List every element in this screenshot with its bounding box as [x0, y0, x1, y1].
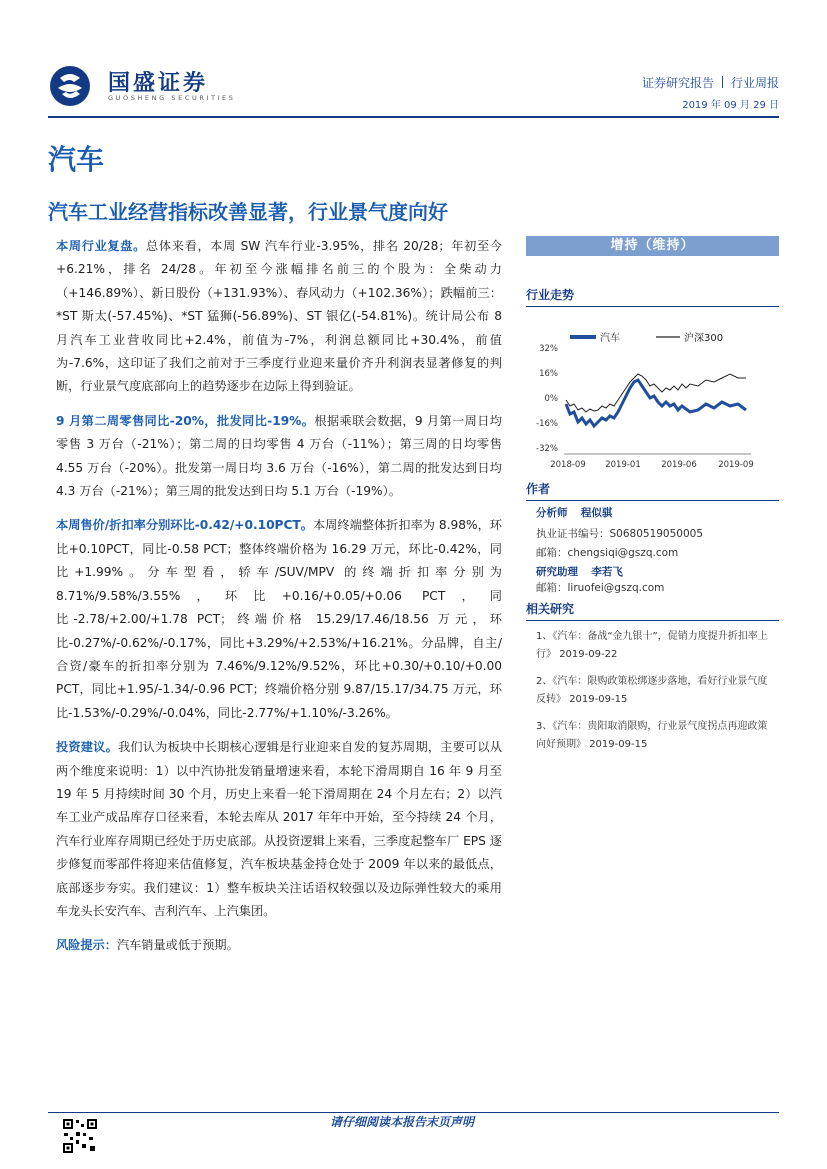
main-body: [56, 235, 502, 969]
email-label: 邮箱：: [536, 582, 568, 594]
paragraph-lead: 9 月第二周零售同比-20%，批发同比-19%。: [56, 413, 315, 428]
report-category: [642, 74, 779, 91]
assistant-email-line: [536, 580, 664, 595]
report-date: 2019 年 09 月 29 日: [682, 100, 779, 111]
paragraph-text: 汽车销量或低于预期。: [116, 938, 239, 953]
assistant-role: 研究助理: [536, 566, 578, 578]
series-line-auto: [566, 380, 746, 426]
paragraph-text: 根据乘联会数据，9 月第一周日均零售 3 万台（-21%）；第二周的日均零售 4 万台（-11%）；第三周的日均零售 4.55 万台（-20%）。批发第一周日均 3.6 万台（-16%），第二周的批发达到日均 4.3 万台（-21%）；第三周的批发达到日均 5.1 万台（-19%）。: [56, 413, 502, 499]
related-research-list: [536, 628, 776, 763]
disclaimer-notice: 请仔细阅读本报告末页声明: [330, 1115, 475, 1129]
paragraph-text: 总体来看，本周 SW 汽车行业-3.95%，排名 20/28；年初至今+6.21%，排名 24/28。年初至今涨幅排名前三的个股为：全柴动力（+146.89%）、新日股份（+131.93%）、春风动力（+102.36%）；跌幅前三：*ST 斯太(-57.45%)、*ST 猛狮(-56.89%)、ST 银亿(-54.81%)。统计局公布 8 月汽车工业营收同比+2.4%，前值为-7%，利润总额同比+30.4%，前值为-7.6%，这印证了我们之前对于三季度行业迎来量价齐升利润表显著修复的判断，行业景气度底部向上的趋势逐步在边际上得到验证。: [56, 239, 502, 394]
x-tick-label: 2019-06: [661, 460, 697, 470]
paragraph-text: 本周终端整体折扣率为 8.98%，环比+0.10PCT，同比-0.58 PCT；整体终端价格为 16.29 万元，环比-0.42%，同比+1.99%。分车型看，轿车/SUV/MPV 的终端折扣率分别为 8.71%/9.58%/3.55%，环比+0.16/+0.05/+0.06 PCT，同比-2.78/+2.00/+1.78 PCT；终端价格 15.29/17.46/18.56 万元，环比-0.27%/-0.62%/-0.17%，同比+3.29%/+2.53%/+16.21%。分品牌，自主/合资/豪车的折扣率分别为 7.46%/9.12%/9.52%，环比+0.30/+0.10/+0.00 PCT，同比+1.95/-1.34/-0.96 PCT；终端价格分别 9.87/15.17/34.75 万元，环比-1.53%/-0.29%/-0.04%，同比-2.77%/+1.10%/-3.26%。: [56, 518, 502, 720]
brand-name-en: GUOSHENG SECURITIES: [108, 94, 236, 102]
sector-title: 汽车: [48, 143, 105, 176]
analyst-cert-line: [536, 526, 703, 541]
paragraph-lead: 本周售价/折扣率分别环比-0.42/+0.10PCT。: [56, 518, 313, 533]
analyst-email-line: [536, 545, 678, 560]
paragraph-advice: [56, 736, 502, 923]
x-tick-label: 2018-09: [550, 460, 586, 470]
guosheng-logo-icon: [48, 64, 98, 108]
related-item[interactable]: [536, 718, 776, 754]
related-item[interactable]: [536, 673, 776, 709]
related-item[interactable]: [536, 628, 776, 664]
related-date: 2019-09-15: [589, 739, 648, 750]
related-title: 1、《汽车：备战“金九银十”，促销力度提升折扣率上行》: [536, 631, 768, 660]
y-tick-label: 32%: [539, 344, 558, 354]
related-title: 2、《汽车：限购政策松绑逐步落地，看好行业景气度反转》: [536, 676, 768, 705]
paragraph-lead: 投资建议。: [56, 740, 118, 755]
paragraph-review: [56, 235, 502, 399]
report-type: 证券研究报告: [641, 76, 714, 90]
legend-label-auto: 汽车: [600, 333, 620, 344]
header-rule: [48, 116, 779, 118]
report-title: 汽车工业经营指标改善显著，行业景气度向好: [48, 200, 448, 224]
analyst-email[interactable]: chengsiqi@gszq.com: [567, 547, 679, 559]
brand-name: 国盛证券: [108, 71, 209, 96]
y-tick-label: 16%: [539, 369, 558, 379]
series-line-hs300: [566, 374, 746, 412]
analyst-role-line: [536, 505, 612, 520]
cert-label: 执业证书编号：: [536, 528, 610, 540]
qr-code-icon: [62, 1118, 98, 1154]
y-tick-label: 0%: [544, 394, 558, 404]
x-tick-label: 2019-09: [718, 460, 754, 470]
assistant-role-line: [536, 564, 623, 579]
related-date: 2019-09-15: [569, 694, 628, 705]
legend-label-hs300: 沪深300: [684, 333, 724, 344]
analyst-name: 程似骐: [580, 507, 613, 519]
x-tick-label: 2019-01: [605, 460, 641, 470]
rating-badge: 增持（维持）: [526, 236, 779, 256]
trend-heading: 行业走势: [526, 286, 779, 307]
assistant-name: 李若飞: [591, 566, 623, 578]
paragraph-lead: 本周行业复盘。: [56, 239, 147, 253]
paragraph-text: 我们认为板块中长期核心逻辑是行业迎来自发的复苏周期，主要可以从两个维度来说明：1）以中汽协批发销量增速来看，本轮下滑周期自 16 年 9 月至 19 年 5 月持续时间 30 个月，历史上来看一轮下滑周期在 24 个月左右；2）以汽车工业产成品库存口径来看，本轮去库从 2017 年年中开始，至今持续 24 个月，汽车行业库存周期已经处于历史底部。从投资逻辑上来看，三季度起整车厂 EPS 逐步修复而零部件将迎来估值修复，汽车板块基金持仓处于 2009 年以来的最低点，底部逐步夯实。我们建议：1）整车板块关注话语权较强以及边际弹性较大的乘用车龙头长安汽车、吉利汽车、上汽集团。: [56, 740, 503, 918]
y-tick-label: -32%: [536, 444, 558, 454]
header-separator: [722, 76, 723, 88]
trend-chart: [526, 326, 779, 474]
related-date: 2019-09-22: [559, 649, 618, 660]
paragraph-risk: [56, 934, 502, 957]
analyst-role: 分析师: [536, 507, 568, 519]
paragraph-lead: 风险提示：: [56, 938, 117, 953]
report-kind: 行业周报: [730, 76, 779, 90]
email-label: 邮箱：: [536, 547, 568, 559]
related-heading: 相关研究: [526, 600, 779, 621]
y-tick-label: -16%: [536, 419, 558, 429]
paragraph-sales: [56, 410, 502, 504]
paragraph-price: [56, 514, 502, 725]
assistant-email[interactable]: liruofei@gszq.com: [567, 582, 665, 594]
related-title: 3、《汽车：贵阳取消限购，行业景气度拐点再迎政策向好预期》: [536, 721, 768, 750]
author-heading: 作者: [526, 480, 779, 501]
analyst-cert: S0680519050005: [609, 528, 704, 540]
